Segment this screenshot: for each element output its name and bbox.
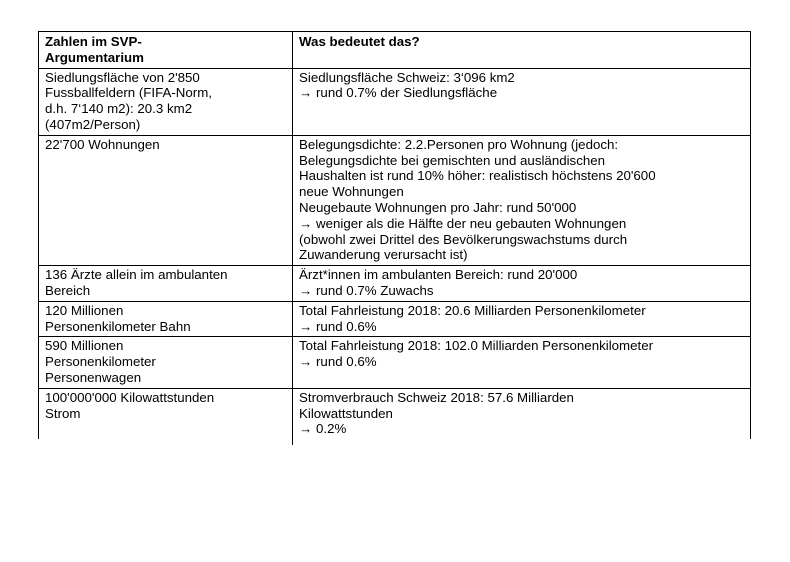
- table-row: [39, 68, 751, 135]
- header-cell-figures: Zahlen im SVP- Argumentarium: [39, 32, 293, 69]
- cell-figure: 100'000'000 Kilowattstunden Strom: [39, 388, 293, 439]
- cell-figure: 22'700 Wohnungen: [39, 135, 293, 265]
- cell-meaning: Belegungsdichte: 2.2.Personen pro Wohnung (jedoch: Belegungsdichte bei gemischten und ausländischen Haushalten ist rund 10% höher: realistisch höchstens 20'600 neue Wohnungen Neugebaute Wohnungen pro Jahr: rund 50'000 → weniger als die Hälfte der neu gebauten Wohnungen (obwohl zwei Drittel des Bevölkerungswachstums durch Zuwanderung verursacht ist): [293, 135, 751, 265]
- cell-meaning: Siedlungsfläche Schweiz: 3‘096 km2 → rund 0.7% der Siedlungsfläche: [293, 68, 751, 135]
- table-header-row: [39, 32, 751, 69]
- table-row: [39, 337, 751, 388]
- cell-figure: 120 Millionen Personenkilometer Bahn: [39, 301, 293, 337]
- table-row: [39, 388, 751, 439]
- header-cell-meaning: Was bedeutet das?: [293, 32, 751, 69]
- cell-meaning: Ärzt*innen im ambulanten Bereich: rund 20'000 → rund 0.7% Zuwachs: [293, 266, 751, 302]
- table-row: [39, 266, 751, 302]
- table-row: [39, 135, 751, 265]
- cell-figure: 590 Millionen Personenkilometer Personenwagen: [39, 337, 293, 388]
- column-divider-continuation: [292, 439, 293, 445]
- cell-figure: Siedlungsfläche von 2'850 Fussballfeldern (FIFA-Norm, d.h. 7‘140 m2): 20.3 km2 (407m2/Person): [39, 68, 293, 135]
- cell-figure: 136 Ärzte allein im ambulanten Bereich: [39, 266, 293, 302]
- table-row: [39, 301, 751, 337]
- cell-meaning: Stromverbrauch Schweiz 2018: 57.6 Milliarden Kilowattstunden → 0.2%: [293, 388, 751, 439]
- cell-meaning: Total Fahrleistung 2018: 102.0 Milliarden Personenkilometer → rund 0.6%: [293, 337, 751, 388]
- comparison-table: [38, 31, 751, 439]
- cell-meaning: Total Fahrleistung 2018: 20.6 Milliarden Personenkilometer → rund 0.6%: [293, 301, 751, 337]
